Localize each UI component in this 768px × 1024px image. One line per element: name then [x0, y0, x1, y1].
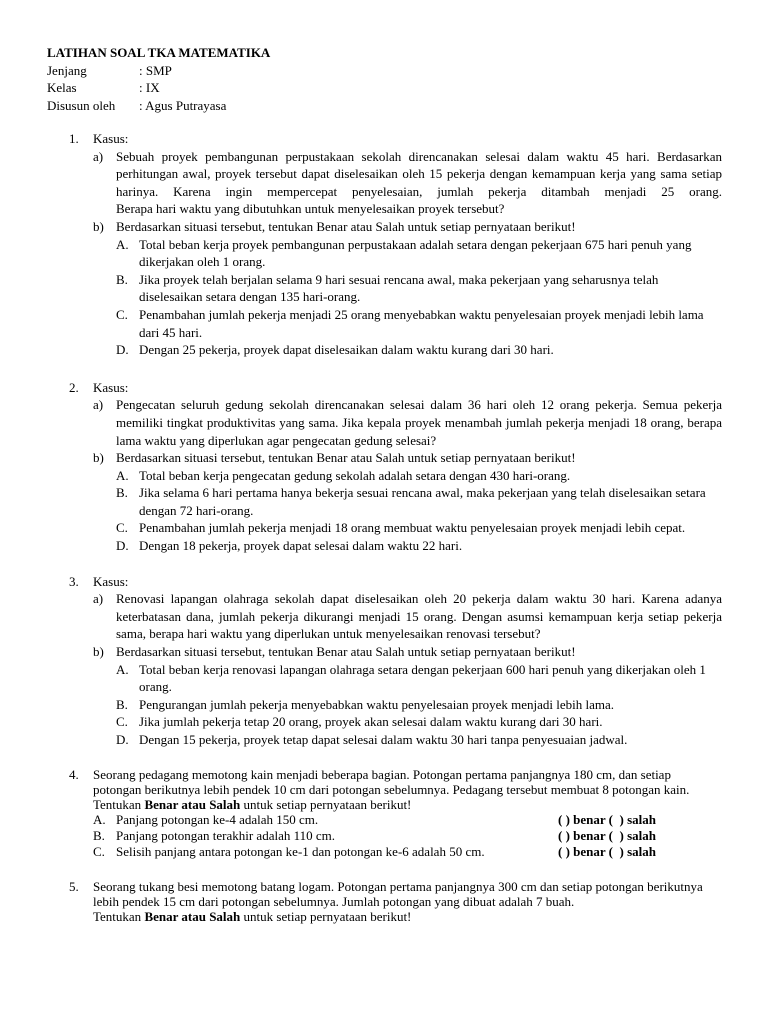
part-marker: b) [93, 218, 104, 234]
statement-marker: C. [116, 306, 128, 322]
instruction-text: Berdasarkan situasi tersebut, tentukan Benar atau Salah untuk setiap pernyataan berikut! [116, 450, 576, 466]
true-false-item [93, 844, 722, 860]
meta-row-author [47, 97, 727, 115]
document-title: LATIHAN SOAL TKA MATEMATIKA [47, 45, 271, 60]
statement-item [93, 696, 722, 714]
statement-item [93, 341, 722, 359]
statement-text: Panjang potongan terakhir adalah 110 cm. [116, 827, 336, 843]
meta-label: Disusun oleh [47, 97, 116, 113]
statement-text: Jika jumlah pekerja tetap 20 orang, proyek akan selesai dalam waktu kurang dari 30 hari. [139, 714, 603, 730]
statement-text: Penambahan jumlah pekerja menjadi 25 orang menyebabkan waktu penyelesaian proyek menjadi lebih lama dari 45 hari. [139, 306, 704, 340]
statement-item [93, 713, 722, 731]
statement-item [93, 484, 722, 519]
instruction-emphasis: Benar atau Salah [144, 796, 241, 812]
statement-marker: A. [93, 811, 106, 827]
part-marker: a) [93, 397, 104, 413]
statement-item [93, 236, 722, 271]
instruction-text: Berdasarkan situasi tersebut, tentukan Benar atau Salah untuk setiap pernyataan berikut! [116, 218, 576, 234]
statement-text: Penambahan jumlah pekerja menjadi 18 orang membuat waktu penyelesaian proyek menjadi lebih cepat. [139, 520, 686, 536]
statement-marker: A. [116, 236, 129, 252]
case-question: Berapa hari waktu yang dibutuhkan untuk menyelesaikan proyek tersebut? [116, 201, 505, 217]
instruction-pre: Tentukan [93, 796, 145, 812]
case-part-a [93, 396, 722, 449]
part-marker: a) [93, 591, 104, 607]
statement-text: Total beban kerja renovasi lapangan olahraga setara dengan pekerjaan 600 hari penuh yang dikerjakan oleh 1 orang. [139, 661, 706, 695]
statement-text: Dengan 18 pekerja, proyek dapat selesai dalam waktu 22 hari. [139, 538, 463, 554]
statement-marker: A. [116, 661, 129, 677]
statement-marker: B. [116, 271, 128, 287]
statement-item [93, 519, 722, 537]
true-false-item [93, 828, 722, 844]
case-label: Kasus: [93, 573, 129, 589]
problem-number: 2. [69, 379, 79, 395]
instruction-line [93, 909, 722, 924]
document-header [47, 44, 727, 114]
case-text: Sebuah proyek pembangunan perpustakaan sekolah direncanakan selesai dalam waktu 45 hari. Berdasarkan perhitungan awal, proyek tersebut dapat diselesaikan oleh 15 pekerja dengan kemampuan kerja yang sama setiap harinya. Karena ingin mempercepat penyelesaian, jumlah pekerja ditambah menjadi 25 orang. [116, 148, 722, 199]
statement-text: Selisih panjang antara potongan ke-1 dan potongan ke-6 adalah 50 cm. [116, 843, 485, 859]
case-label: Kasus: [93, 379, 129, 395]
statement-marker: D. [116, 732, 129, 747]
meta-value: : IX [139, 80, 160, 96]
statement-text: Dengan 15 pekerja, proyek tetap dapat selesai dalam waktu 30 hari tanpa penyesuaian jadwal. [139, 732, 628, 747]
instruction-text: Berdasarkan situasi tersebut, tentukan Benar atau Salah untuk setiap pernyataan berikut! [116, 644, 576, 660]
statement-item [93, 271, 722, 306]
statement-text: Total beban kerja pengecatan gedung sekolah adalah setara dengan 430 hari-orang. [139, 467, 571, 483]
statement-marker: A. [116, 467, 129, 483]
statement-marker: D. [116, 538, 129, 554]
problem-5 [47, 879, 722, 924]
problem-number: 5. [69, 878, 79, 894]
instruction-emphasis: Benar atau Salah [144, 908, 241, 924]
case-part-b [93, 218, 722, 359]
spacer [47, 359, 722, 379]
statement-marker: B. [93, 827, 105, 843]
benar-salah-options[interactable]: ( ) benar ( ) salah [558, 843, 656, 859]
part-marker: b) [93, 450, 104, 466]
spacer [47, 860, 722, 879]
meta-row-kelas [47, 79, 727, 97]
true-false-item [93, 812, 722, 828]
statement-text: Total beban kerja proyek pembangunan perpustakaan adalah setara dengan pekerjaan 675 hari penuh yang dikerjakan oleh 1 orang. [139, 236, 692, 270]
meta-value: : Agus Putrayasa [139, 97, 227, 113]
problem-number: 1. [69, 131, 79, 146]
statement-item [93, 537, 722, 555]
statement-marker: C. [116, 520, 128, 536]
case-part-a [93, 590, 722, 643]
part-marker: a) [93, 148, 104, 164]
instruction-post: untuk setiap pernyataan berikut! [240, 908, 412, 924]
case-label: Kasus: [93, 131, 129, 146]
statement-marker: C. [93, 843, 105, 859]
instruction-line [93, 797, 722, 812]
problem-2 [47, 379, 722, 555]
statement-marker: B. [116, 696, 128, 712]
problem-number: 3. [69, 573, 79, 589]
statement-item [93, 467, 722, 485]
statement-marker: B. [116, 485, 128, 501]
benar-salah-options[interactable]: ( ) benar ( ) salah [558, 827, 656, 843]
spacer [47, 555, 722, 573]
problem-number: 4. [69, 766, 79, 782]
problem-intro: Seorang pedagang memotong kain menjadi beberapa bagian. Potongan pertama panjangnya 180 cm, dan setiap potongan berikutnya lebih pendek 10 cm dari potongan sebelumnya. Pedagang tersebut membuat 8 potongan kain. [93, 766, 690, 797]
problem-3 [47, 573, 722, 749]
statement-item [93, 661, 722, 696]
spacer [47, 749, 722, 767]
statement-text: Pengurangan jumlah pekerja menyebabkan waktu penyelesaian proyek menjadi lebih lama. [139, 696, 615, 712]
instruction-pre: Tentukan [93, 908, 145, 924]
case-text: Pengecatan seluruh gedung sekolah direncanakan selesai dalam 36 hari oleh 12 orang pekerja. Semua pekerja memiliki tingkat produktivitas yang sama. Jika kepala proyek menambah jumlah pekerja menjadi 18 orang, berapa lama waktu yang diperlukan agar pengecatan gedung selesai? [116, 397, 722, 448]
statement-text: Jika selama 6 hari pertama hanya bekerja sesuai rencana awal, maka pekerjaan yang telah diselesaikan setara dengan 72 hari-orang. [139, 485, 706, 518]
meta-row-jenjang [47, 62, 727, 80]
problem-list [47, 130, 722, 924]
case-part-b [93, 643, 722, 749]
statement-marker: C. [116, 714, 128, 730]
meta-label: Jenjang [47, 62, 87, 78]
statement-text: Dengan 25 pekerja, proyek dapat diselesaikan dalam waktu kurang dari 30 hari. [139, 342, 554, 358]
statement-item [93, 731, 722, 749]
case-part-a [93, 148, 722, 218]
instruction-post: untuk setiap pernyataan berikut! [240, 796, 412, 812]
problem-1 [47, 130, 722, 359]
case-text: Renovasi lapangan olahraga sekolah dapat diselesaikan oleh 20 pekerja dalam waktu 30 hari. Karena adanya keterbatasan dana, jumlah pekerja dikurangi menjadi 15 orang. Dengan asumsi kemampuan kerja setiap pekerja sama, berapa hari waktu yang diperlukan untuk menyelesaikan renovasi tersebut? [116, 591, 722, 642]
statement-item [93, 306, 722, 341]
statement-marker: D. [116, 342, 129, 358]
statement-text: Panjang potongan ke-4 adalah 150 cm. [116, 811, 319, 827]
part-marker: b) [93, 644, 104, 660]
meta-label: Kelas [47, 80, 77, 96]
problem-4 [47, 767, 722, 860]
problem-intro: Seorang tukang besi memotong batang logam. Potongan pertama panjangnya 300 cm dan setiap potongan berikutnya lebih pendek 15 cm dari potongan sebelumnya. Jumlah potongan yang dibuat adalah 7 buah. [93, 878, 703, 909]
benar-salah-options[interactable]: ( ) benar ( ) salah [558, 811, 656, 827]
meta-value: : SMP [139, 62, 172, 78]
case-part-b [93, 449, 722, 555]
statement-text: Jika proyek telah berjalan selama 9 hari sesuai rencana awal, maka pekerjaan yang seharusnya telah diselesaikan setara dengan 135 hari-orang. [139, 271, 659, 305]
